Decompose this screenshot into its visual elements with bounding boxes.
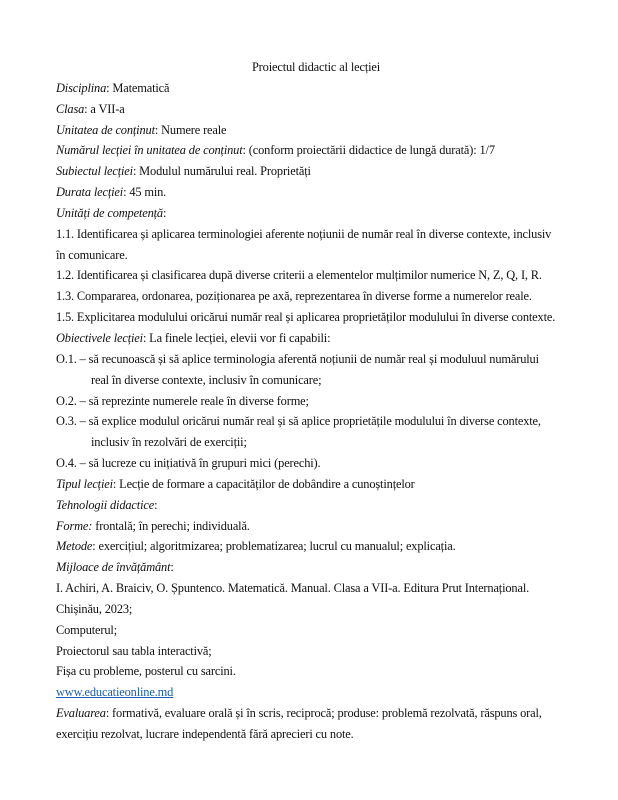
field-value: : Matematică (106, 80, 170, 95)
educatieonline-link[interactable]: www.educatieonline.md (56, 685, 174, 700)
field-label: Numărul lecției în unitatea de conținut (56, 143, 243, 158)
field-subiectul (56, 161, 576, 182)
field-tehnologii (56, 495, 576, 516)
field-value: : (170, 560, 174, 575)
competenta-1-5: 1.5. Explicitarea modulului oricărui număr real și aplicarea proprietăților modulului în diverse contexte. (56, 310, 556, 325)
mijloace-fisa: Fișa cu probleme, posterul cu sarcini. (56, 664, 236, 679)
obiectiv-o4: O.4. – să lucreze cu inițiativă în grupuri mici (perechi). (56, 456, 321, 471)
competenta-1-1-cont: în comunicare. (56, 247, 128, 262)
field-label: Tehnologii didactice (56, 497, 155, 512)
field-forme (56, 516, 576, 537)
obiectiv-o3: O.3. – să explice modulul oricărui număr real și să aplice proprietățile modulului în diverse contexte, (56, 414, 541, 429)
field-value: frontală; în perechi; individuală. (92, 518, 250, 533)
field-label: Durata lecției (56, 185, 124, 200)
field-durata (56, 182, 576, 203)
field-value: : Numere reale (154, 122, 227, 137)
field-value: : (162, 205, 167, 220)
field-label: Mijloace de învățământ (56, 560, 171, 575)
field-label: Unități de competență (56, 205, 163, 220)
field-tipul (56, 474, 576, 495)
field-value: : Lecție de formare a capacităților de dobândire a cunoștințelor (112, 476, 415, 491)
field-label: Forme: (56, 518, 93, 533)
document-body (56, 57, 576, 745)
field-label: Disciplina (56, 80, 107, 95)
field-value: : La finele lecției, elevii vor fi capabili: (142, 330, 331, 345)
field-value: : (154, 497, 158, 512)
field-value: : Modulul numărului real. Proprietăți (132, 164, 311, 179)
field-clasa (56, 99, 576, 120)
field-value: : 45 min. (123, 185, 167, 200)
obiectiv-o2: O.2. – să reprezinte numerele reale în diverse forme; (56, 393, 309, 408)
field-value: : (conform proiectării didactice de lungă durată): 1/7 (242, 143, 495, 158)
field-label: Unitatea de conținut (56, 122, 155, 137)
field-label: Metode (56, 539, 93, 554)
field-unitati (56, 203, 576, 224)
mijloace-proiector: Proiectorul sau tabla interactivă; (56, 643, 212, 658)
field-label: Tipul lecției (56, 476, 113, 491)
obiectiv-o1-cont: real în diverse contexte, inclusiv în comunicare; (91, 372, 322, 387)
obiective-heading (56, 328, 576, 349)
field-value: : formativă, evaluare orală și în scris, reciprocă; produse: problemă rezolvată, răspuns oral, (105, 706, 542, 721)
mijloace-computer: Computerul; (56, 622, 117, 637)
field-disciplina (56, 78, 576, 99)
field-label: Obiectivele lecției (56, 330, 143, 345)
competenta-1-2: 1.2. Identificarea și clasificarea după diverse criterii a elementelor mulțimilor numerice N, Z, Q, I, R. (56, 268, 542, 283)
field-label: Subiectul lecției (56, 164, 133, 179)
evaluarea-cont: exercițiu rezolvat, lucrare independentă fără aprecieri cu note. (56, 727, 354, 741)
field-evaluarea (56, 703, 576, 724)
mijloace-manual: I. Achiri, A. Braiciv, O. Șpuntenco. Matematică. Manual. Clasa a VII-a. Editura Prut Internațional. (56, 581, 530, 596)
field-unitatea (56, 120, 576, 141)
document-title: Proiectul didactic al lecției (251, 60, 381, 74)
mijloace-link-line (56, 682, 576, 703)
obiectiv-o3-cont: inclusiv în rezolvări de exerciții; (91, 435, 247, 450)
field-value: : exercițiul; algoritmizarea; problematizarea; lucrul cu manualul; explicația. (92, 539, 456, 554)
obiectiv-o1: O.1. – să recunoască și să aplice terminologia aferentă noțiunii de număr real și moduluul numărului (56, 351, 539, 366)
field-label: Clasa (56, 101, 85, 116)
field-label: Evaluarea (56, 706, 106, 721)
field-value: : a VII-a (84, 101, 125, 116)
competenta-1-3: 1.3. Compararea, ordonarea, poziționarea pe axă, reprezentarea în diverse forme a numerelor reale. (56, 289, 532, 304)
mijloace-manual-cont: Chișinău, 2023; (56, 601, 133, 616)
competenta-1-1: 1.1. Identificarea și aplicarea terminologiei aferente noțiunii de număr real în diverse contexte, inclusiv (56, 226, 552, 241)
field-metode (56, 536, 576, 557)
field-numarul (56, 140, 576, 161)
field-mijloace (56, 557, 576, 578)
